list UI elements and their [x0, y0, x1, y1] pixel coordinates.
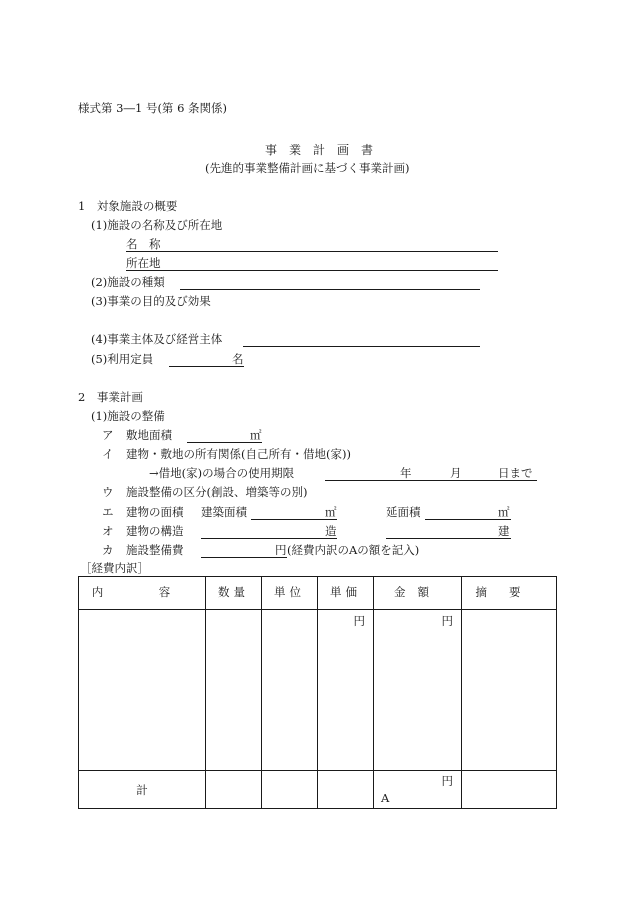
name-label: 名 称 — [126, 237, 161, 251]
structure-field-line[interactable] — [201, 538, 337, 539]
item-facility-name-location: (1)施設の名称及び所在地 — [91, 218, 223, 232]
lease-term-label: →借地(家)の場合の使用期限 — [149, 466, 295, 480]
building-size-label: 建物の面積 — [126, 505, 184, 519]
form-number: 様式第 3―1 号(第 6 条関係) — [78, 101, 228, 115]
expense-breakdown-heading: ［経費内訳］ — [80, 561, 149, 575]
marker-i: イ — [102, 447, 114, 461]
cell-remarks[interactable] — [462, 610, 557, 771]
marker-ka: カ — [102, 543, 114, 557]
item-facility-type: (2)施設の種類 — [91, 275, 165, 289]
location-label: 所在地 — [126, 256, 161, 270]
capacity-unit: 名 — [232, 352, 244, 366]
building-area-unit: ㎡ — [325, 505, 337, 519]
cell-amount[interactable] — [374, 610, 462, 771]
floor-area-field-line[interactable] — [425, 519, 511, 520]
item-facility-development: (1)施設の整備 — [91, 409, 165, 423]
floors-field-line[interactable] — [386, 538, 511, 539]
lease-year-label: 年 — [400, 466, 412, 480]
page-title: 事業計画書 — [265, 143, 386, 157]
name-field-line[interactable] — [126, 251, 498, 252]
header-contents: 内 容 — [79, 577, 206, 610]
section2-heading: 2 事業計画 — [78, 390, 143, 404]
building-area-label: 建築面積 — [201, 505, 247, 519]
unit-price-yen: 円 — [353, 614, 365, 628]
development-category-label: 施設整備の区分(創設、増築等の別) — [126, 485, 308, 499]
ownership-label: 建物・敷地の所有関係(自己所有・借地(家)) — [126, 447, 351, 461]
cell-total-unit[interactable] — [262, 771, 318, 809]
site-area-label: 敷地面積 — [126, 428, 172, 442]
cell-total-amount[interactable] — [374, 771, 462, 809]
total-amount-yen: 円 — [441, 774, 453, 788]
cell-unit-price[interactable] — [318, 610, 374, 771]
marker-e: エ — [102, 505, 114, 519]
marker-a: ア — [102, 428, 114, 442]
development-cost-label: 施設整備費 — [126, 543, 184, 557]
site-area-unit: ㎡ — [250, 428, 262, 442]
header-amount: 金額 — [374, 577, 462, 610]
cell-total-label — [79, 771, 206, 809]
building-area-field-line[interactable] — [251, 519, 337, 520]
marker-u: ウ — [102, 485, 114, 499]
expense-breakdown-table — [78, 576, 557, 809]
cell-quantity[interactable] — [206, 610, 262, 771]
header-unit: 単位 — [262, 577, 318, 610]
floors-unit: 建 — [498, 524, 510, 538]
location-field-line[interactable] — [126, 270, 498, 271]
operator-field-line[interactable] — [243, 346, 480, 347]
item-purpose-effect: (3)事業の目的及び効果 — [91, 294, 211, 308]
item-operator: (4)事業主体及び経営主体 — [91, 332, 223, 346]
structure-label: 建物の構造 — [126, 524, 184, 538]
header-remarks: 摘要 — [462, 577, 557, 610]
lease-term-field-line[interactable] — [325, 480, 537, 481]
header-quantity: 数量 — [206, 577, 262, 610]
table-header-row — [79, 577, 557, 610]
structure-unit: 造 — [325, 524, 337, 538]
capacity-field-line[interactable] — [169, 366, 244, 367]
cell-total-remarks[interactable] — [462, 771, 557, 809]
total-label: 計 — [136, 783, 148, 797]
cell-total-quantity[interactable] — [206, 771, 262, 809]
floor-area-unit: ㎡ — [498, 505, 510, 519]
header-unit-price: 単価 — [318, 577, 374, 610]
cell-total-unit-price[interactable] — [318, 771, 374, 809]
cell-unit[interactable] — [262, 610, 318, 771]
total-amount-a-label: A — [381, 790, 390, 805]
development-cost-field-line[interactable] — [201, 557, 287, 558]
page-subtitle: (先進的事業整備計画に基づく事業計画) — [205, 161, 410, 175]
facility-type-field-line[interactable] — [180, 289, 480, 290]
item-capacity: (5)利用定員 — [91, 352, 154, 366]
site-area-field-line[interactable] — [187, 442, 262, 443]
table-row — [79, 610, 557, 771]
table-total-row — [79, 771, 557, 809]
lease-day-until-label: 日まで — [498, 466, 533, 480]
amount-yen: 円 — [441, 614, 453, 628]
section1-heading: 1 対象施設の概要 — [78, 199, 178, 213]
marker-o: オ — [102, 524, 114, 538]
floor-area-label: 延面積 — [386, 505, 421, 519]
cell-contents[interactable] — [79, 610, 206, 771]
development-cost-note: (経費内訳のAの額を記入) — [287, 543, 420, 557]
development-cost-unit: 円 — [275, 543, 287, 557]
lease-month-label: 月 — [450, 466, 462, 480]
